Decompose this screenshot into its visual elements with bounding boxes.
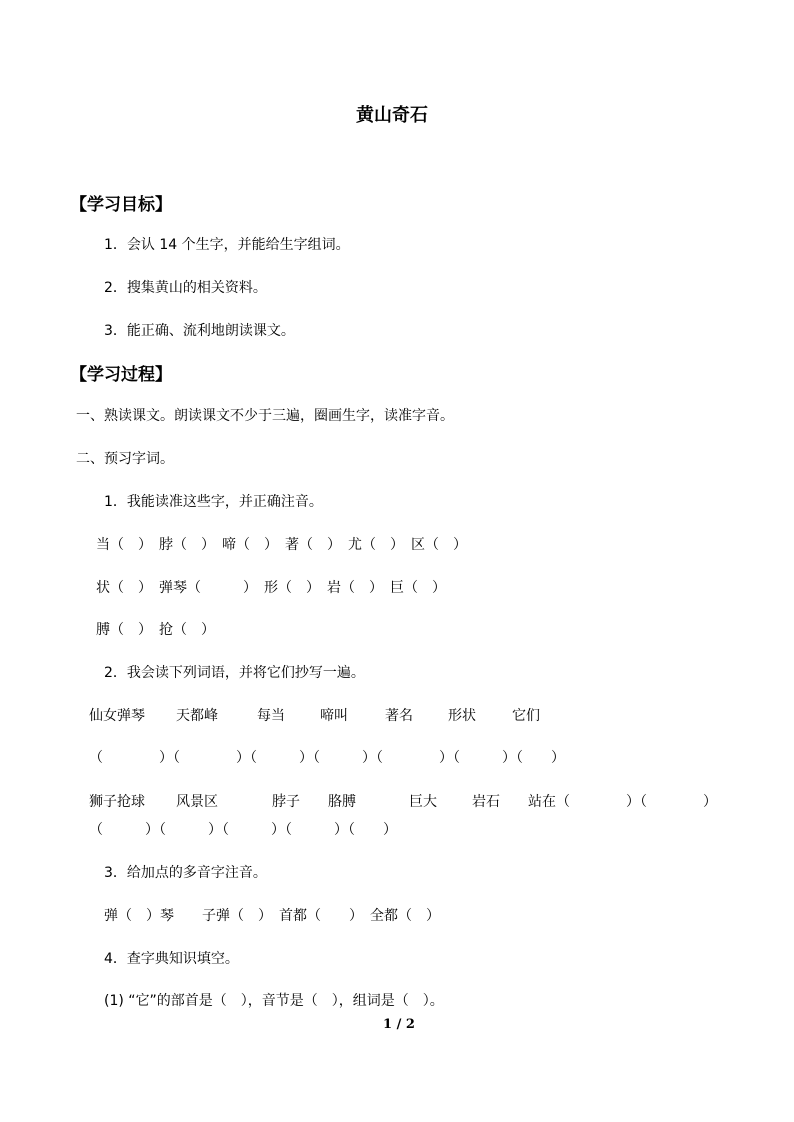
task4-label: 4．查字典知识填空。 xyxy=(104,951,239,967)
pinyin-row-2: 状（ ） 弹琴（ ） 形（ ） 岩（ ） 巨（ ） xyxy=(96,580,446,596)
word-xingzhuang: 形状 xyxy=(448,708,476,724)
process-heading: 【学习过程】 xyxy=(70,365,172,385)
copy-blanks-row-2: （ ）（ ）（ ）（ ）（ ） xyxy=(89,822,397,838)
goal-item-1: 1．会认 14 个生字，并能给生字组词。 xyxy=(104,237,350,253)
word-tijiao: 啼叫 xyxy=(320,708,348,724)
word-gebo: 胳膊 xyxy=(328,794,356,810)
task1-label: 1．我能读准这些字，并正确注音。 xyxy=(104,494,323,510)
page-title: 黄山奇石 xyxy=(356,105,428,126)
task2-label: 2．我会读下列词语，并将它们抄写一遍。 xyxy=(104,665,365,681)
step-read-text: 一、熟读课文。朗读课文不少于三遍，圈画生字，读准字音。 xyxy=(76,408,454,424)
word-shizi-qiangqiu: 狮子抢球 xyxy=(89,794,145,810)
task3-label: 3．给加点的多音字注音。 xyxy=(104,865,267,881)
copy-blanks-row-1: （ ）（ ）（ ）（ ）（ ）（ ）（ ） xyxy=(89,750,565,766)
word-zhuming: 著名 xyxy=(385,708,413,724)
goal-item-3: 3．能正确、流利地朗读课文。 xyxy=(104,323,295,339)
word-meidang: 每当 xyxy=(257,708,285,724)
word-fengjingqu: 风景区 xyxy=(176,794,218,810)
word-tamen: 它们 xyxy=(512,708,540,724)
goals-heading: 【学习目标】 xyxy=(70,195,172,215)
dictionary-item-1: (1) “它”的部首是（ ），音节是（ ），组词是（ ）。 xyxy=(104,993,444,1009)
polyphone-row: 弹（ ）琴 子弹（ ） 首都（ ） 全都（ ） xyxy=(104,908,440,924)
step-preview-words: 二、预习字词。 xyxy=(76,451,174,467)
pinyin-row-3: 膊（ ） 抢（ ） xyxy=(96,622,215,638)
page-number: 1 / 2 xyxy=(383,1017,415,1032)
word-zhanzai: 站在（ ）（ ） xyxy=(528,794,717,810)
word-bozi: 脖子 xyxy=(272,794,300,810)
word-yanshi: 岩石 xyxy=(472,794,500,810)
word-xiannv-tanqin: 仙女弹琴 xyxy=(89,708,145,724)
word-tiandufeng: 天都峰 xyxy=(176,708,218,724)
word-juda: 巨大 xyxy=(409,794,437,810)
goal-item-2: 2．搜集黄山的相关资料。 xyxy=(104,280,267,296)
pinyin-row-1: 当（ ） 脖（ ） 啼（ ） 著（ ） 尤（ ） 区（ ） xyxy=(96,537,467,553)
